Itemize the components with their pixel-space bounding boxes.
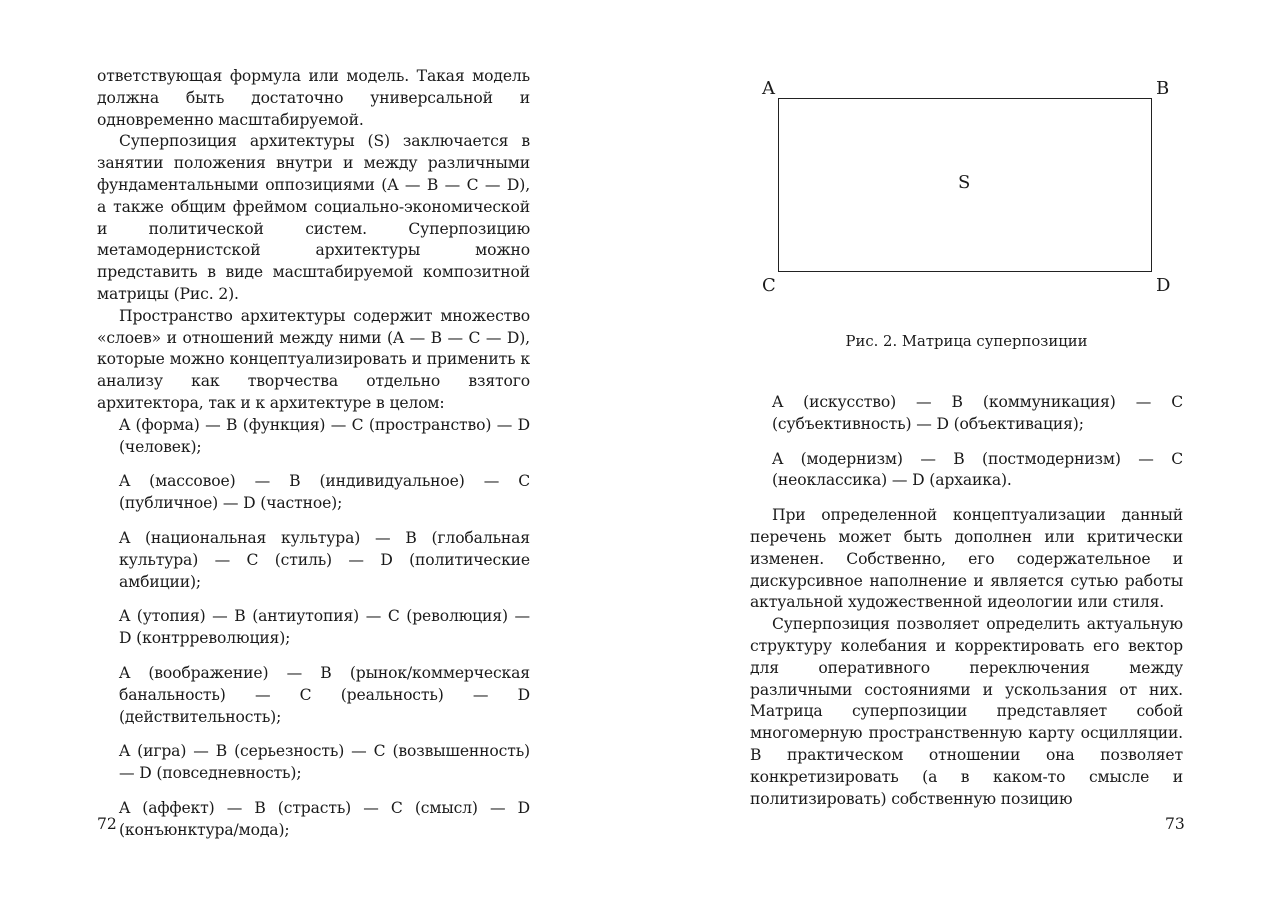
list-item: A (игра) — B (серьезность) — C (возвышенность) — D (повседневность); bbox=[119, 742, 530, 783]
center-label-s: S bbox=[958, 172, 971, 193]
corner-label-c: C bbox=[762, 275, 776, 296]
corner-label-d: D bbox=[1156, 275, 1171, 296]
paragraph: ответствующая формула или модель. Такая модель должна быть достаточно универсальной и одновременно масштабируемой. bbox=[97, 67, 530, 129]
list-item: A (модернизм) — B (постмодернизм) — C (неоклассика) — D (архаика). bbox=[772, 449, 1183, 490]
paragraph: Пространство архитектуры содержит множество «слоев» и отношений между ними (A — B — C — D), которые можно концептуализировать и применить к анализу как творчества отдельно взятого архитектора, так и к архитектуре в целом: bbox=[97, 306, 530, 412]
paragraph: При определенной концептуализации данный перечень может быть дополнен или критически изменен. Собственно, его содержательное и дискурсивное наполнение и является сутью работы актуальной художественной идеологии или стиля. bbox=[750, 506, 1183, 612]
paragraph: Суперпозиция позволяет определить актуальную структуру колебания и корректировать его вектор для оперативного переключения между различными состояниями и ускользания от них. Матрица суперпозиции представляет собой многомерную пространственную карту осцилляции. В практическом отношении она позволяет конкретизировать (а в каком-то смысле и политизировать) собственную позицию bbox=[750, 615, 1183, 808]
list-item: A (утопия) — B (антиутопия) — C (революция) — D (контрреволюция); bbox=[119, 607, 530, 648]
list-item: A (искусство) — B (коммуникация) — C (субъективность) — D (объективация); bbox=[772, 393, 1183, 433]
pair-list bbox=[97, 415, 530, 842]
list-item: A (национальная культура) — B (глобальная культура) — C (стиль) — D (политические амбиции); bbox=[119, 528, 530, 591]
pair-list bbox=[750, 392, 1183, 492]
left-page-body bbox=[97, 66, 530, 842]
list-item: A (аффект) — B (страсть) — C (смысл) — D (конъюнктура/мода); bbox=[119, 798, 530, 839]
corner-label-b: B bbox=[1156, 78, 1170, 99]
list-item: A (массовое) — B (индивидуальное) — C (публичное) — D (частное); bbox=[119, 472, 530, 513]
page-number: 73 bbox=[1165, 815, 1185, 833]
paragraph: Суперпозиция архитектуры (S) заключается в занятии положения внутри и между различными фундаментальными оппозициями (A — B — C — D), а также общим фреймом социально-экономической и политической систем. Суперпозицию метамодернистской архитектуры можно представить в виде масштабируемой композитной матрицы (Рис. 2). bbox=[97, 132, 530, 303]
list-item: A (воображение) — B (рынок/коммерческая банальность) — C (реальность) — D (действительность); bbox=[119, 663, 530, 726]
superposition-matrix-diagram bbox=[755, 72, 1195, 302]
right-page-body bbox=[750, 392, 1183, 810]
list-item: A (форма) — B (функция) — C (пространство) — D (человек); bbox=[119, 415, 530, 456]
figure-caption: Рис. 2. Матрица суперпозиции bbox=[845, 333, 1088, 350]
page-number: 72 bbox=[97, 815, 117, 833]
corner-label-a: A bbox=[762, 78, 775, 99]
right-page bbox=[640, 0, 1280, 905]
